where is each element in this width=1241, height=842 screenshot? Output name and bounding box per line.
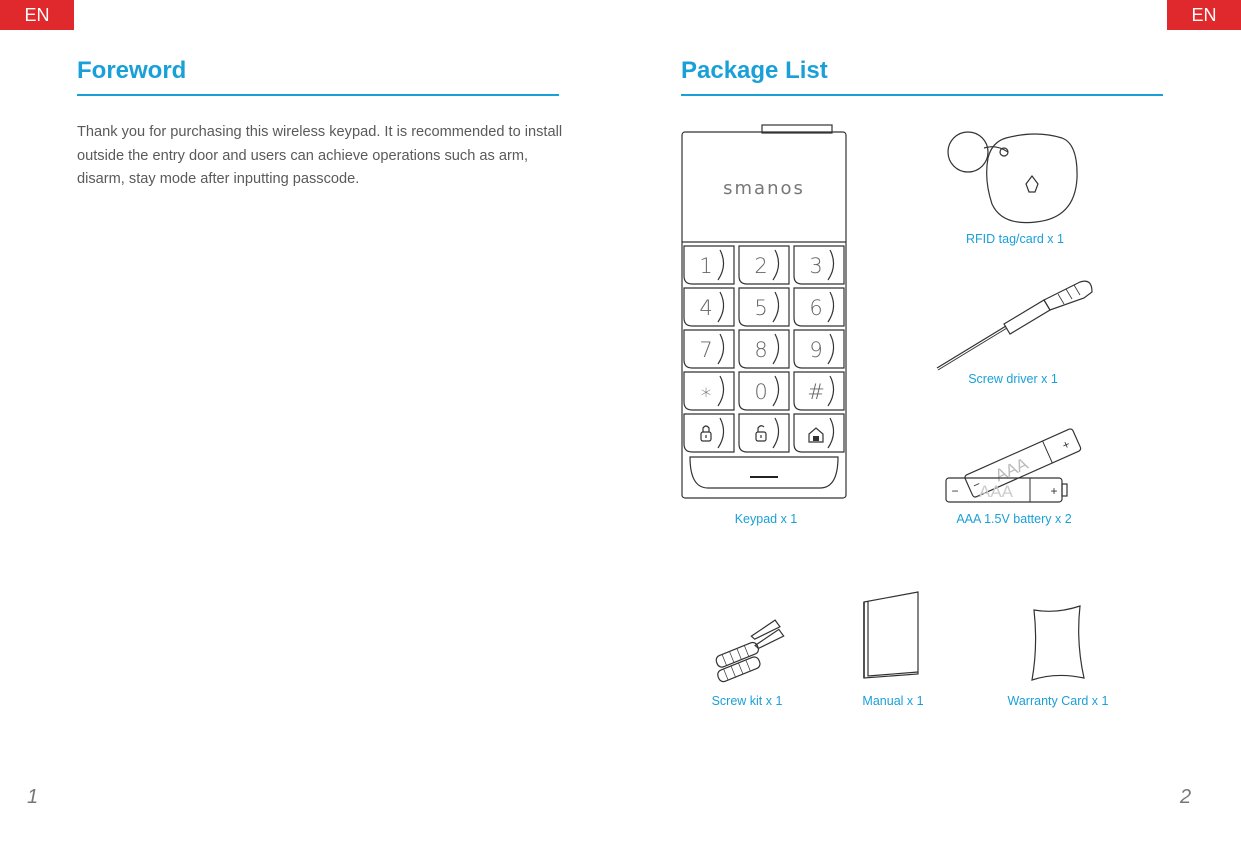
screwdriver-caption: Screw driver x 1 [968, 372, 1058, 386]
screw-kit-illustration [704, 618, 794, 680]
key-label: # [807, 380, 825, 404]
key-edge-arc [773, 292, 779, 322]
key-home-stay [794, 414, 844, 452]
key-edge-arc [718, 250, 724, 280]
foreword-title: Foreword [77, 57, 187, 84]
brand-logo: smanos [723, 178, 805, 199]
key-edge-arc [828, 334, 834, 364]
page-number-left: 1 [27, 786, 39, 808]
package-list-divider [681, 94, 1163, 96]
page-number-right: 2 [1180, 786, 1192, 808]
battery-caption: AAA 1.5V battery x 2 [956, 512, 1072, 526]
key-edge-arc [828, 418, 834, 448]
key-edge-arc [718, 376, 724, 406]
warranty-caption: Warranty Card x 1 [1007, 694, 1109, 708]
unlock-icon [756, 426, 766, 441]
manual-illustration [860, 590, 926, 680]
key-edge-arc [773, 418, 779, 448]
warranty-card-illustration [1026, 604, 1088, 682]
language-label: EN [24, 4, 50, 25]
svg-text:+: + [1050, 484, 1058, 498]
screw-kit-caption: Screw kit x 1 [711, 694, 783, 708]
rfid-caption: RFID tag/card x 1 [966, 232, 1064, 246]
key-label: 4 [699, 296, 713, 320]
key-unlock [739, 414, 789, 452]
key-edge-arc [773, 250, 779, 280]
svg-text:−: − [951, 484, 959, 498]
keypad-illustration [680, 124, 850, 500]
rfid-tag-illustration [944, 126, 1080, 226]
key-edge-arc [718, 334, 724, 364]
key-edge-arc [773, 376, 779, 406]
language-tab-left [0, 0, 74, 30]
key-label: 0 [754, 380, 768, 404]
manual-caption: Manual x 1 [862, 694, 924, 708]
svg-text:+: + [1060, 436, 1073, 453]
key-edge-arc [773, 334, 779, 364]
key-label: 1 [699, 254, 713, 278]
svg-text:−: − [970, 476, 983, 493]
screwdriver-illustration [934, 280, 1094, 372]
key-edge-arc [718, 418, 724, 448]
key-label: 5 [754, 296, 768, 320]
key-label: 3 [809, 254, 823, 278]
foreword-text: Thank you for purchasing this wireless keypad. It is recommended to install outside the entry door and users can achieve operations such as arm, disarm, stay mode after inputting passcode. [77, 124, 563, 187]
battery-label: AAA [992, 454, 1031, 486]
key-edge-arc [828, 250, 834, 280]
key-lock [684, 414, 734, 452]
language-label: EN [1191, 4, 1217, 25]
key-label: 9 [809, 338, 823, 362]
key-edge-arc [828, 376, 834, 406]
battery-label: AAA [978, 482, 1014, 501]
home-stay-icon [809, 428, 823, 442]
key-label: ∗ [699, 380, 713, 404]
language-tab-right [1167, 0, 1241, 30]
key-edge-arc [828, 292, 834, 322]
foreword-divider [77, 94, 559, 96]
key-label: 6 [809, 296, 823, 320]
key-label: 8 [754, 338, 768, 362]
package-list-title: Package List [681, 57, 828, 84]
key-label: 7 [699, 338, 713, 362]
key-edge-arc [718, 292, 724, 322]
keypad-caption: Keypad x 1 [734, 512, 798, 526]
lock-icon [701, 426, 711, 441]
battery-illustration [944, 426, 1074, 508]
key-label: 2 [754, 254, 768, 278]
